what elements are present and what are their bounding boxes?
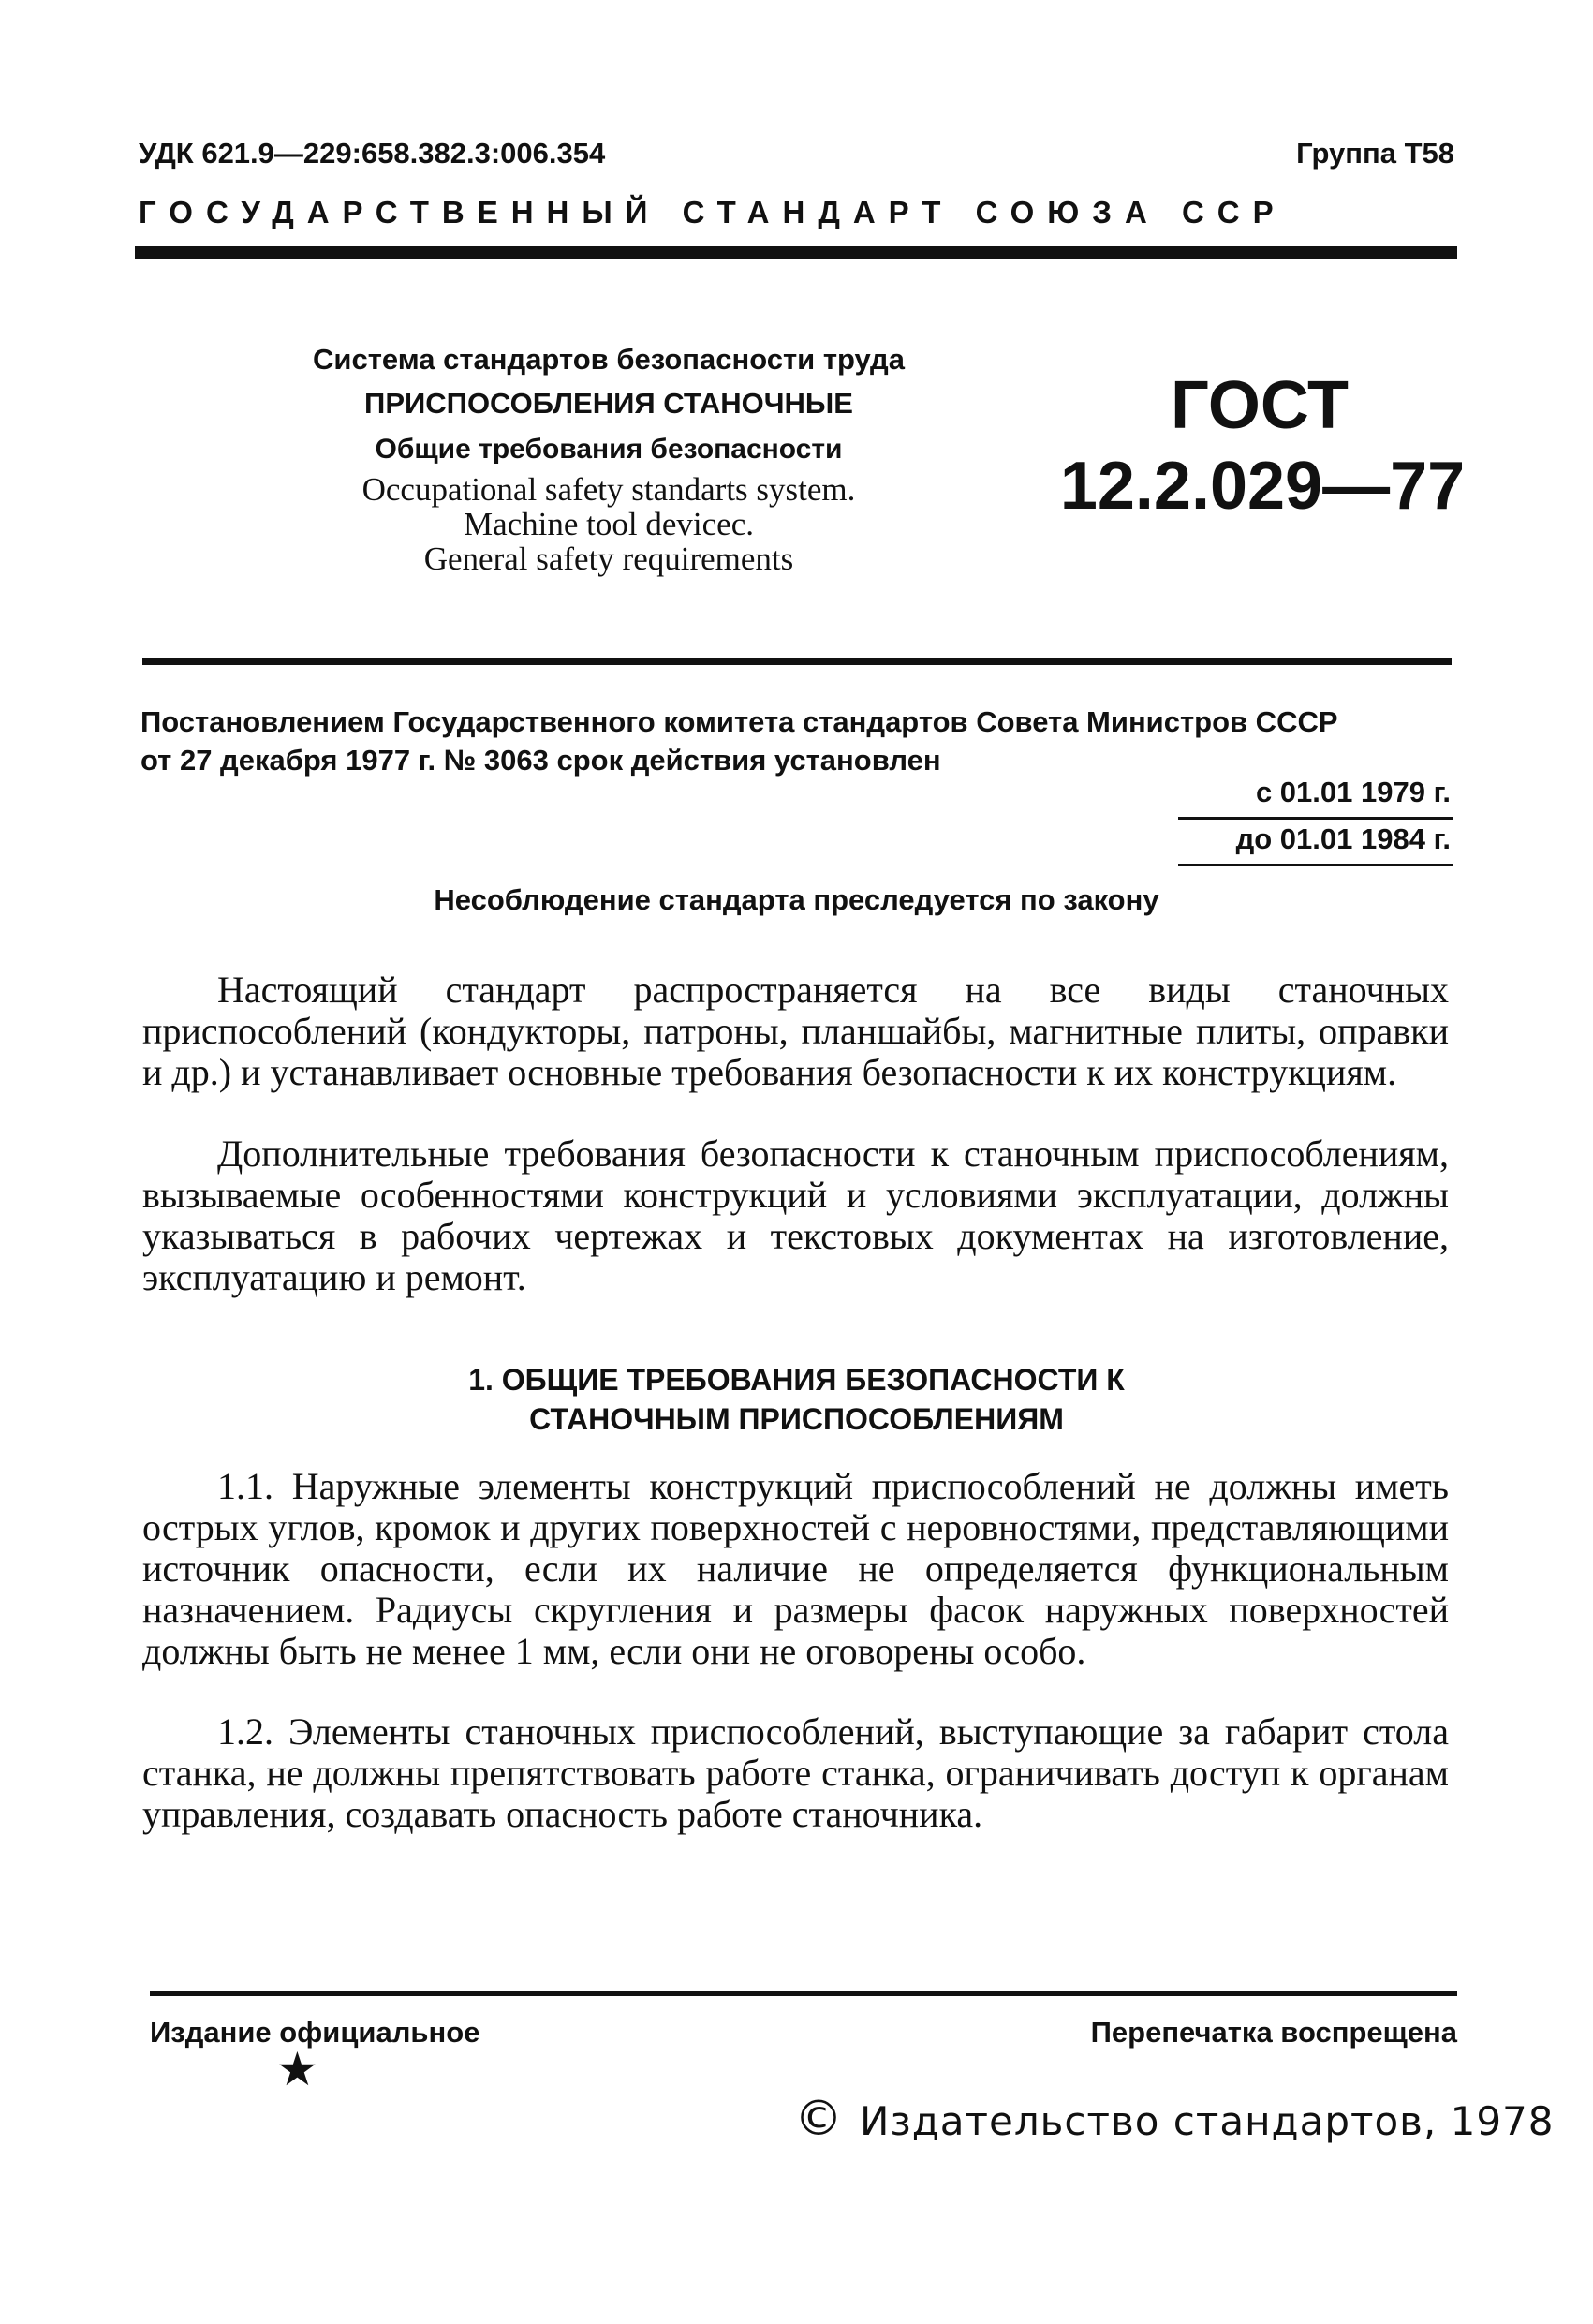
- middle-rule: [142, 658, 1452, 665]
- clause-1-2: 1.2. Элементы станочных приспособлений, выступающие за габарит стола станка, не должны препятствовать работе станка, ограничивать доступ к органам управления, создавать опасность работе станочника.: [142, 1710, 1449, 1835]
- safety-requirements-title: Общие требования безопасности: [375, 434, 843, 465]
- english-title-line-1: Occupational safety standarts system.: [361, 471, 856, 508]
- validity-from-underline: [1178, 817, 1453, 820]
- top-rule: [135, 246, 1457, 259]
- reprint-notice: Перепечатка воспрещена: [1090, 2016, 1457, 2049]
- star-icon: ★: [276, 2042, 318, 2096]
- intro-paragraph-1: Настоящий стандарт распространяется на все виды станочных приспособлений (кондукторы, патроны, планшайбы, магнитные плиты, оправки и др.) и устанавливает основные требования безопасности к их конструкциям.: [142, 969, 1449, 1093]
- udk-code: УДК 621.9—229:658.382.3:006.354: [139, 137, 606, 170]
- validity-to: до 01.01 1984 г.: [1235, 822, 1451, 855]
- section-1-heading-line-2: СТАНОЧНЫМ ПРИСПОСОБЛЕНИЯМ: [529, 1402, 1064, 1436]
- section-1-heading: [0, 1360, 1593, 1439]
- official-edition-label: Издание официальное: [150, 2016, 480, 2049]
- fixtures-title: ПРИСПОСОБЛЕНИЯ СТАНОЧНЫЕ: [364, 387, 853, 420]
- gost-label: ГОСТ: [1170, 368, 1350, 443]
- bottom-rule: [150, 1991, 1457, 1996]
- validity-to-underline: [1178, 864, 1453, 866]
- english-title-line-3: General safety requirements: [423, 540, 794, 577]
- intro-paragraph-2: Дополнительные требования безопасности к станочным приспособлениям, вызываемые особенностями конструкций и условиями эксплуатации, должны указываться в рабочих чертежах и текстовых документах на изготовление, эксплуатацию и ремонт.: [142, 1132, 1449, 1298]
- system-title: Система стандартов безопасности труда: [313, 343, 905, 376]
- clause-1-1: 1.1. Наружные элементы конструкций приспособлений не должны иметь острых углов, кромок и других поверхностей с неровностями, представляющими источник опасности, если их наличие не определяется функциональным назначением. Радиусы скругления и размеры фасок наружных поверхностей должны быть не менее 1 мм, если они не оговорены особо.: [142, 1465, 1449, 1672]
- publisher-line: Издательство стандартов, 1978: [860, 2098, 1555, 2144]
- validity-from: с 01.01 1979 г.: [1255, 776, 1451, 808]
- title-block: [225, 339, 993, 576]
- decree-line-1: Постановлением Государственного комитета стандартов Совета Министров СССР: [140, 705, 1338, 738]
- section-1-heading-line-1: 1. ОБЩИЕ ТРЕБОВАНИЯ БЕЗОПАСНОСТИ К: [468, 1363, 1125, 1397]
- copyright-icon: ©: [794, 2091, 843, 2147]
- gov-standard-banner: ГОСУДАРСТВЕННЫЙ СТАНДАРТ СОЮЗА ССР: [139, 195, 1287, 229]
- group-code: Группа Т58: [1296, 137, 1454, 170]
- gost-number: 12.2.029—77: [1059, 449, 1466, 524]
- law-notice: Несоблюдение стандарта преследуется по закону: [434, 883, 1159, 916]
- english-title-line-2: Machine tool devicec.: [463, 506, 754, 542]
- decree-line-2: от 27 декабря 1977 г. № 3063 срок действия установлен: [140, 744, 941, 777]
